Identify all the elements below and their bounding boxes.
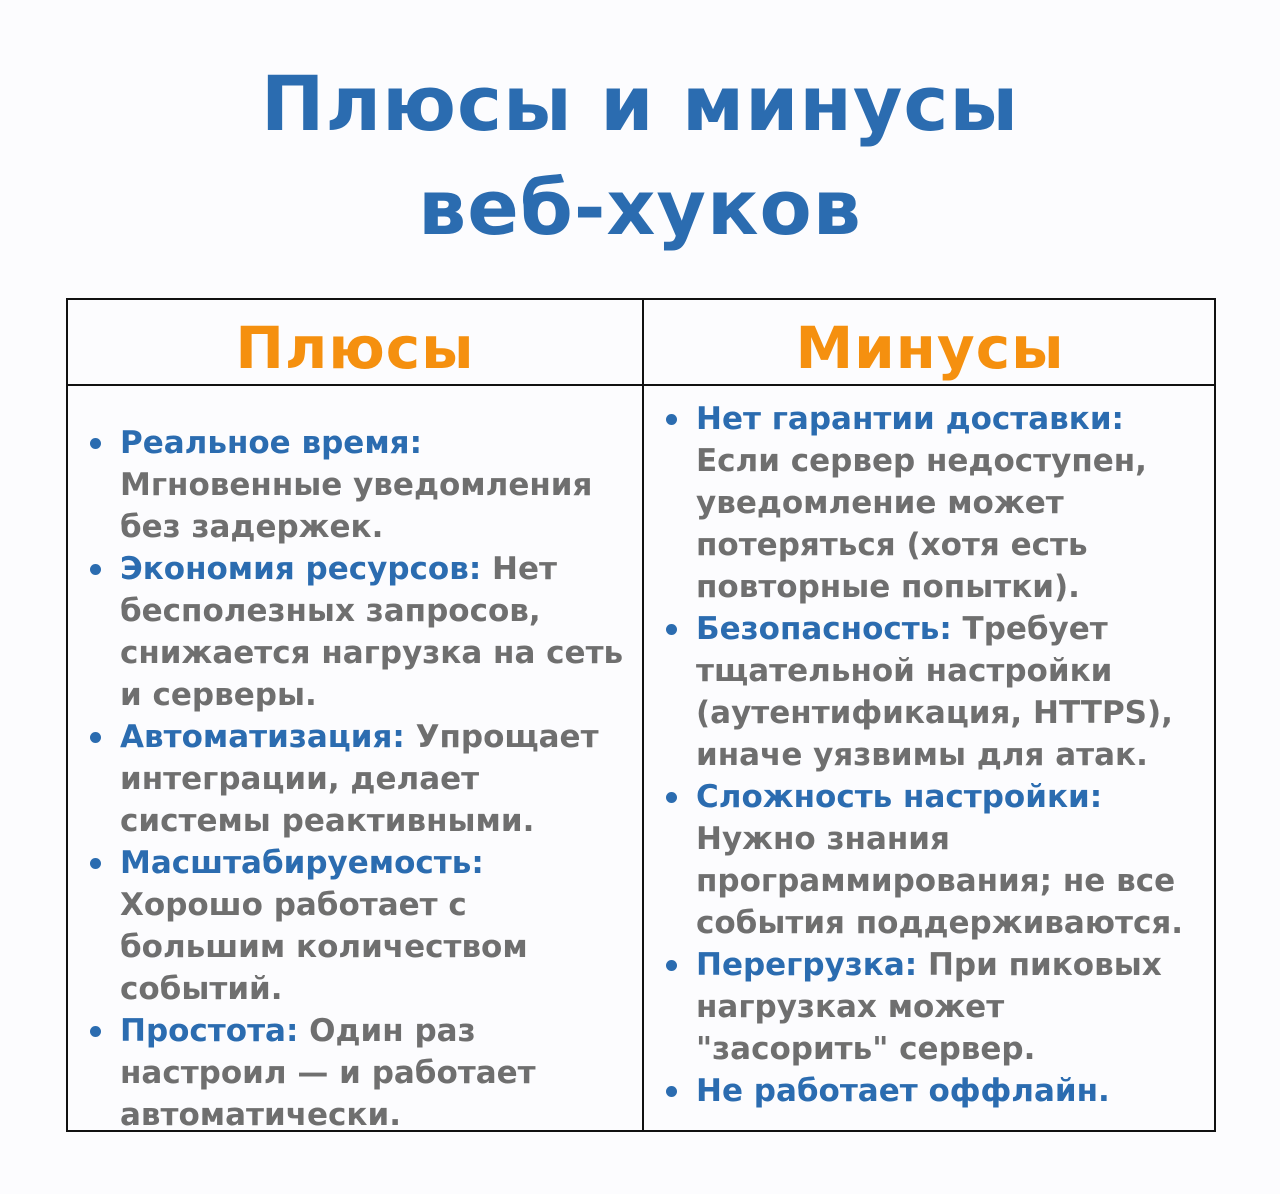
cons-list [664, 398, 1204, 1112]
item-text: Упрощает интеграции, делает системы реактивными. [120, 719, 599, 839]
item-term: Не работает оффлайн. [696, 1073, 1110, 1109]
item-term: Экономия ресурсов: [120, 551, 482, 587]
item-text: Требует тщательной настройки (аутентификация, HTTPS), иначе уязвимы для атак. [696, 611, 1173, 773]
item-text: Хорошо работает с большим количеством событий. [120, 887, 528, 1007]
item-term: Реальное время: [120, 425, 422, 461]
pros-list [88, 422, 628, 1136]
item-text: Мгновенные уведомления без задержек. [120, 467, 593, 545]
list-item [88, 1010, 628, 1136]
header-divider [68, 384, 1214, 386]
page-title [0, 52, 1280, 260]
item-term: Автоматизация: [120, 719, 405, 755]
pros-cons-table [66, 298, 1216, 1132]
list-item [88, 548, 628, 716]
list-item [664, 398, 1204, 608]
item-text: Нужно знания программирования; не все события поддерживаются. [696, 821, 1184, 941]
list-item [88, 716, 628, 842]
list-item [664, 608, 1204, 776]
item-term: Безопасность: [696, 611, 952, 647]
list-item [664, 776, 1204, 944]
title-line-1: Плюсы и минусы [260, 59, 1020, 148]
list-item [88, 422, 628, 548]
item-text: При пиковых нагрузках может "засорить" сервер. [696, 947, 1162, 1067]
item-term: Нет гарантии доставки: [696, 401, 1124, 437]
item-term: Простота: [120, 1013, 299, 1049]
item-text: Один раз настроил — и работает автоматически. [120, 1013, 536, 1133]
pros-heading: Плюсы [235, 314, 475, 382]
list-item [88, 842, 628, 1010]
cons-heading: Минусы [795, 314, 1065, 382]
item-text: Если сервер недоступен, уведомление может потеряться (хотя есть повторные попытки). [696, 443, 1147, 605]
title-line-2: веб-хуков [418, 163, 862, 252]
item-text: Нет бесполезных запросов, снижается нагрузка на сеть и серверы. [120, 551, 624, 713]
item-term: Масштабируемость: [120, 845, 484, 881]
list-item [664, 944, 1204, 1070]
column-divider [642, 300, 644, 1130]
item-term: Сложность настройки: [696, 779, 1103, 815]
list-item [664, 1070, 1204, 1112]
item-term: Перегрузка: [696, 947, 918, 983]
